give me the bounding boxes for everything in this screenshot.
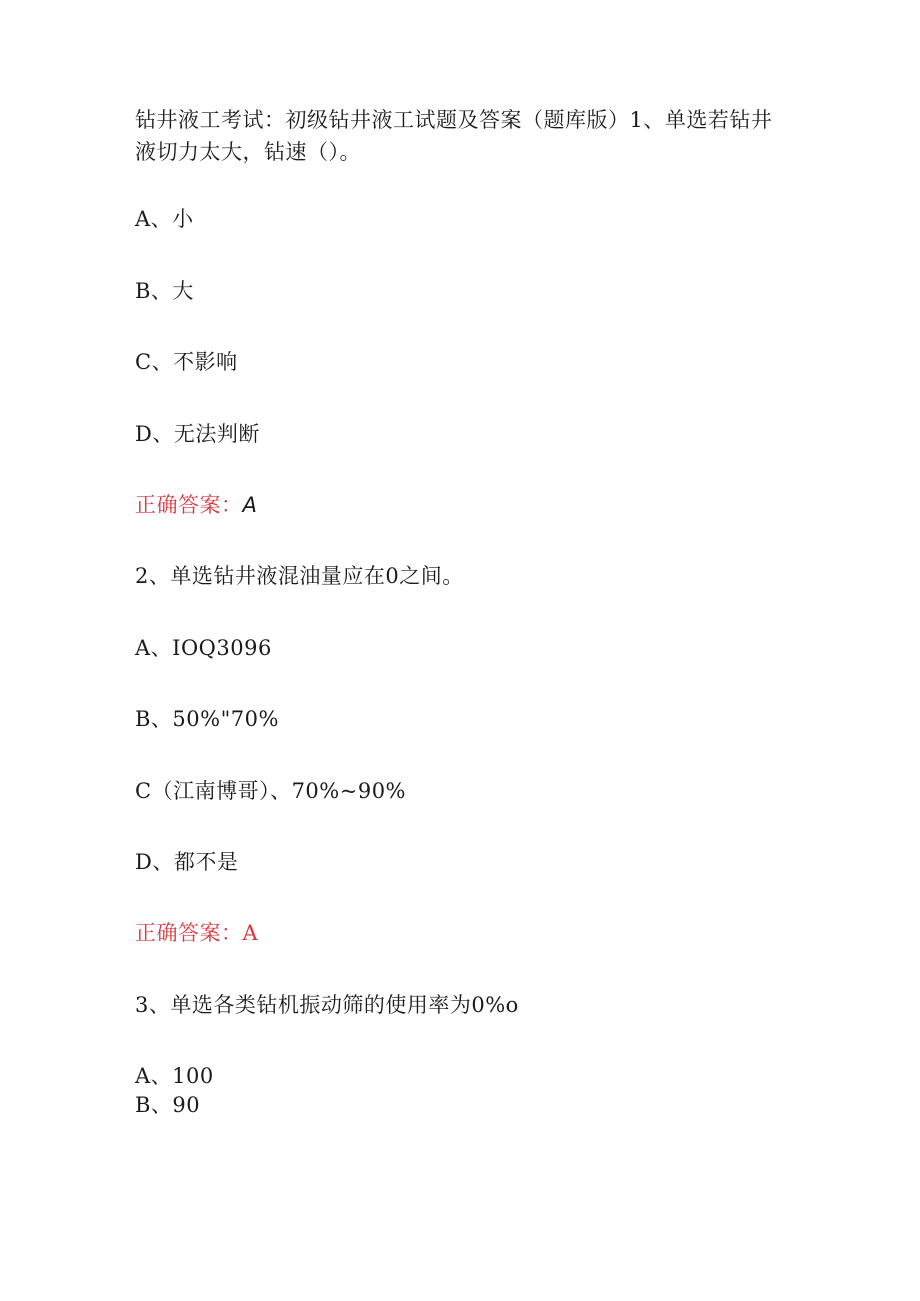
q2-answer-value: A	[242, 921, 259, 945]
q3-option-b: B、90	[135, 1093, 201, 1117]
q2-option-b: B、50%"70%	[135, 707, 279, 731]
q2-option-d: D、都不是	[135, 850, 239, 874]
q2-stem: 2、单选钻井液混油量应在0之间。	[135, 564, 464, 588]
q1-option-a: A、小	[135, 207, 194, 231]
q2-answer	[135, 917, 258, 949]
q1-stem-line2: 液切力太大，钻速（）。	[135, 140, 361, 164]
q1-answer	[135, 489, 257, 521]
q1-option-b: B、大	[135, 279, 194, 303]
q3-stem: 3、单选各类钻机振动筛的使用率为0%o	[135, 993, 519, 1017]
q3-option-a: A、100	[135, 1064, 214, 1088]
q1-option-d: D、无法判断	[135, 422, 260, 446]
q2-answer-label: 正确答案：	[135, 921, 243, 945]
q2-option-c: C（江南博哥）、70%~90%	[135, 779, 407, 803]
q1-option-c: C、不影响	[135, 350, 238, 374]
q2-option-a: A、IOQ3096	[135, 636, 272, 660]
q1-answer-label: 正确答案：	[135, 493, 243, 517]
q1-answer-value: A	[242, 493, 258, 517]
q1-stem-line1: 钻井液工考试：初级钻井液工试题及答案（题库版）1、单选若钻井	[135, 108, 773, 132]
